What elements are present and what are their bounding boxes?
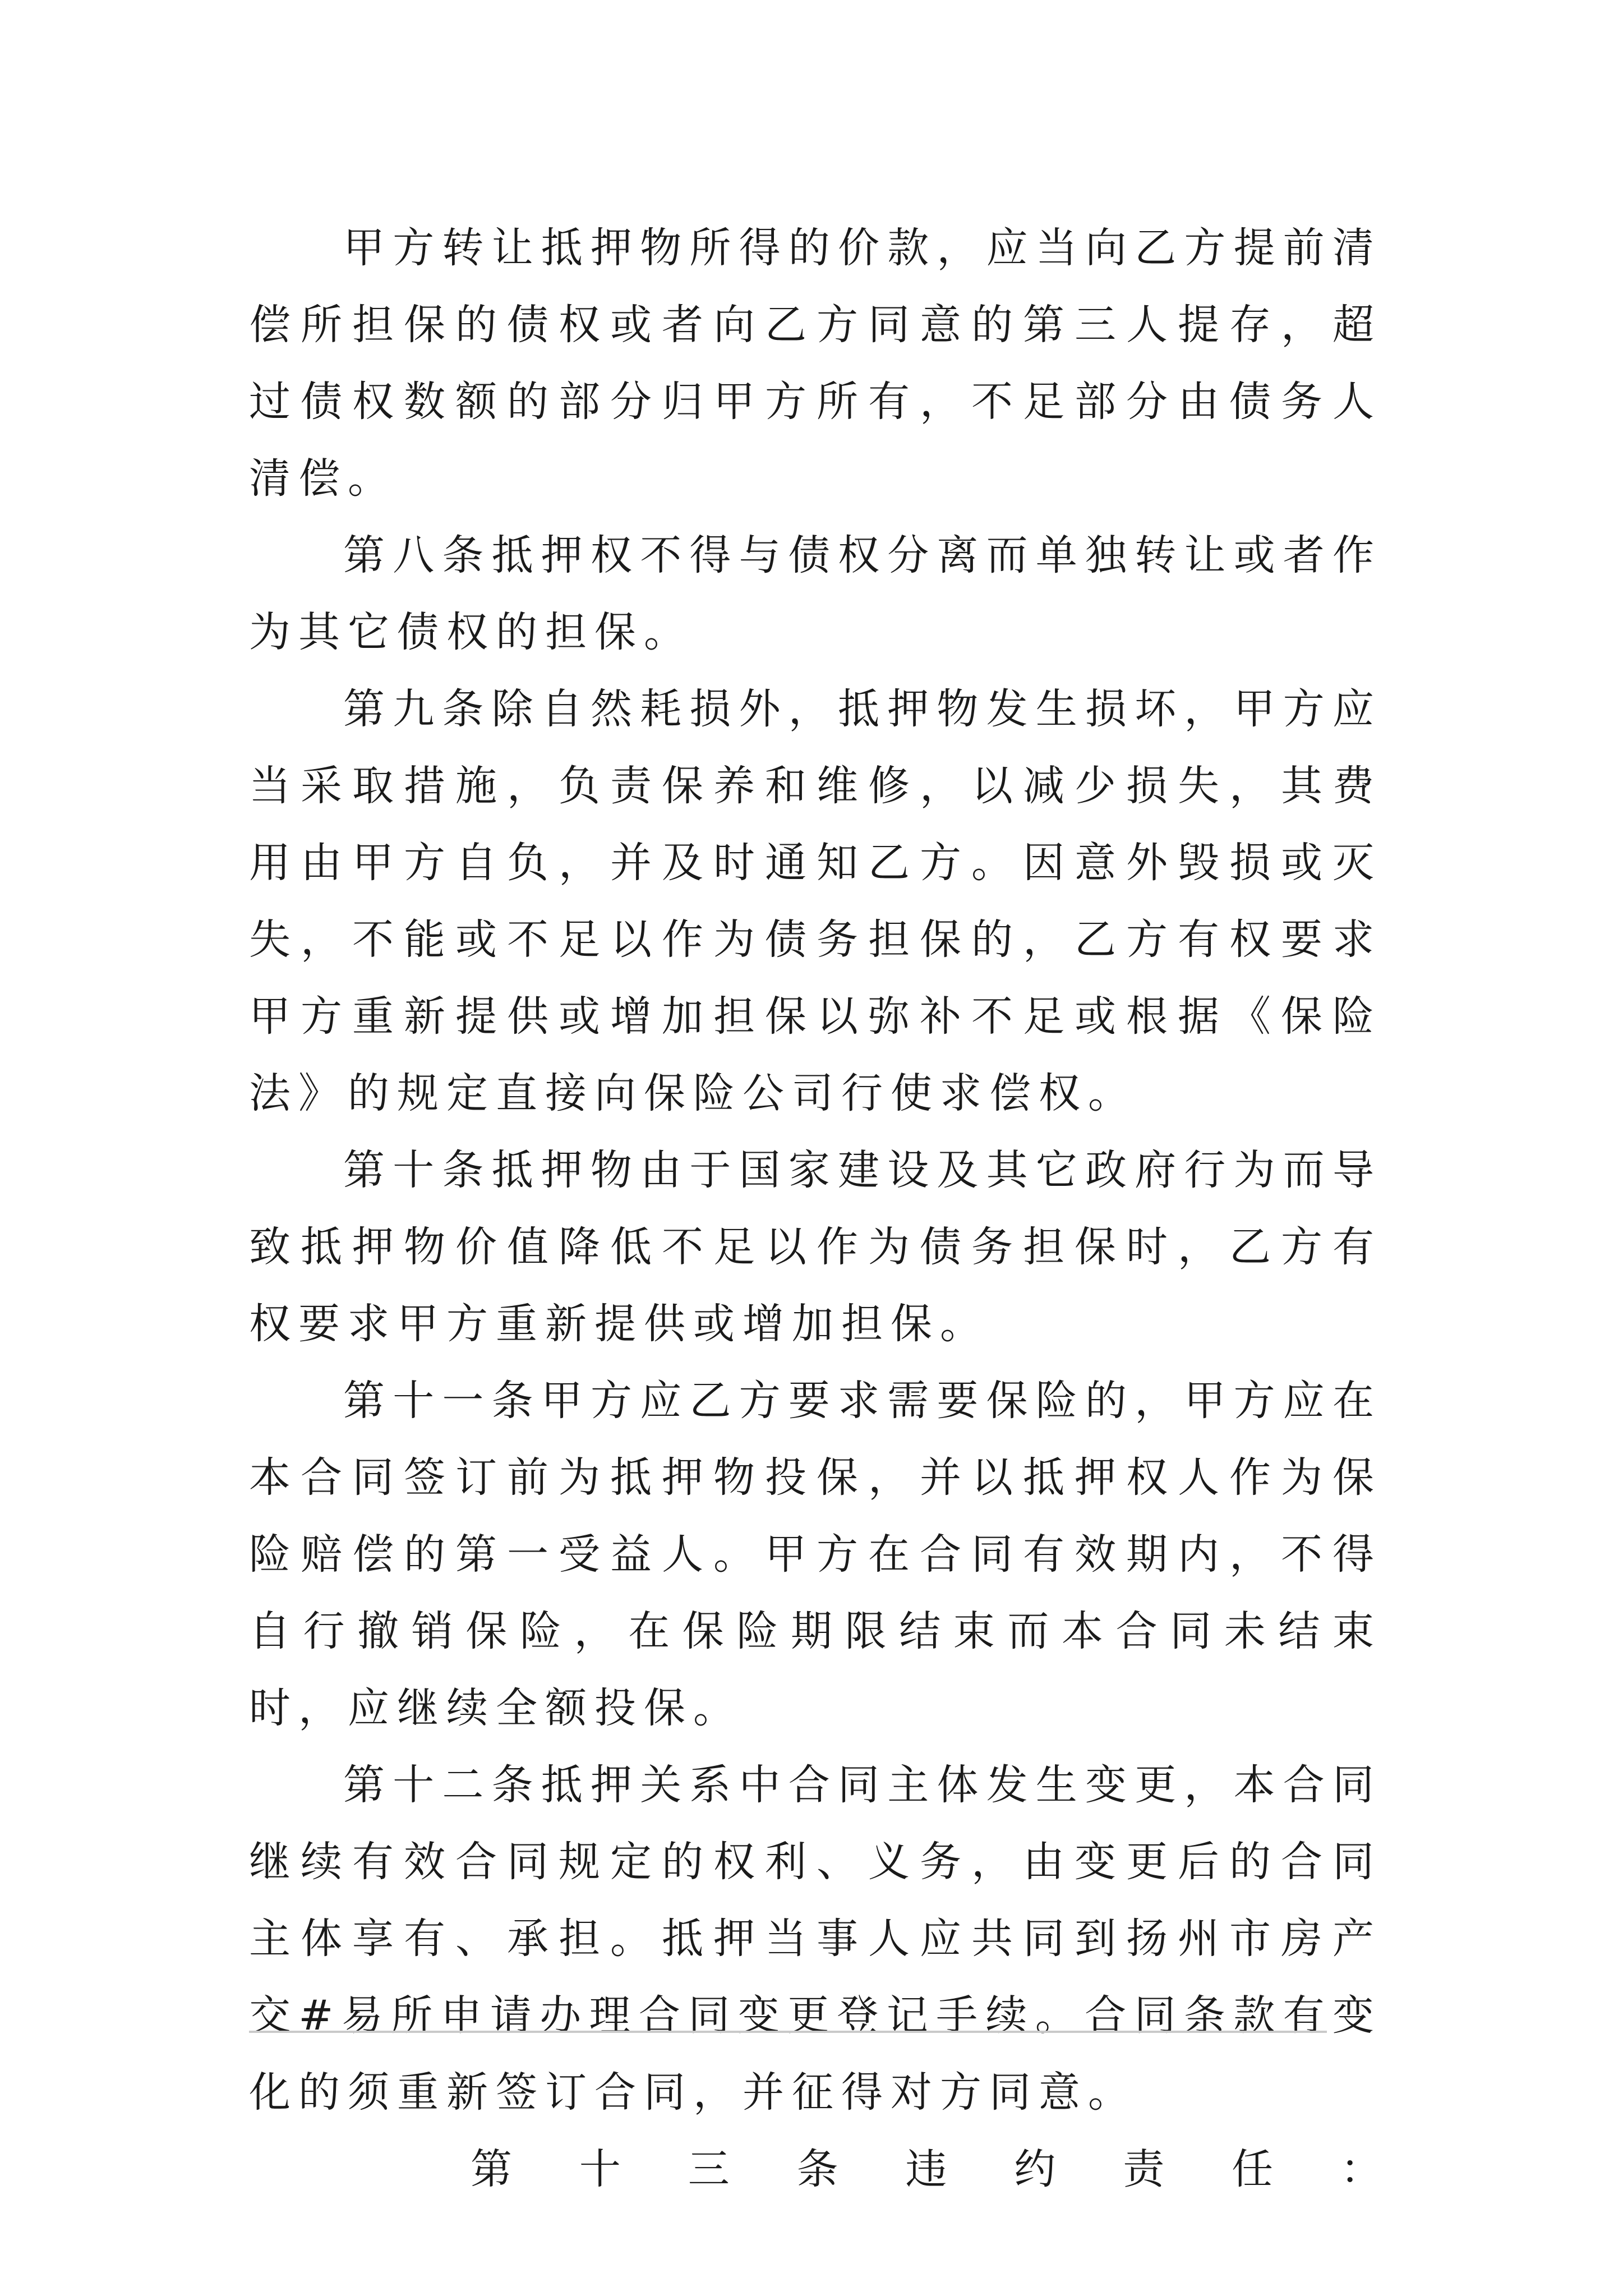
heading-char: 十 [579,2145,621,2193]
heading-char: 责 [1123,2145,1165,2193]
heading-char: ： [1340,2145,1382,2193]
heading-char: 三 [688,2145,730,2193]
heading-char: 违 [905,2145,947,2193]
paragraph-article-8: 第八条抵押权不得与债权分离而单独转让或者作为其它债权的担保。 [249,531,1382,656]
document-body [249,210,1382,2208]
article-13-heading [249,2131,1382,2208]
heading-char: 任 [1232,2145,1274,2193]
paragraph-article-9: 第九条除自然耗损外，抵押物发生损坏，甲方应当采取措施，负责保养和维修，以减少损失，其费用由甲方自负，并及时通知乙方。因意外毁损或灭失，不能或不足以作为债务担保的，乙方有权要求甲方重新提供或增加担保以弥补不足或根据《保险法》的规定直接向保险公司行使求偿权。 [249,685,1382,1117]
footer-divider [249,2031,1327,2033]
heading-char: 约 [1014,2145,1056,2193]
paragraph-article-10: 第十条抵押物由于国家建设及其它政府行为而导致抵押物价值降低不足以作为债务担保时，乙方有权要求甲方重新提供或增加担保。 [249,1146,1382,1348]
paragraph-transfer-proceeds: 甲方转让抵押物所得的价款，应当向乙方提前清偿所担保的债权或者向乙方同意的第三人提存，超过债权数额的部分归甲方所有，不足部分由债务人清偿。 [249,224,1382,503]
paragraph-article-12: 第十二条抵押关系中合同主体发生变更，本合同继续有效合同规定的权利、义务，由变更后的合同主体享有、承担。抵押当事人应共同到扬州市房产交#易所申请办理合同变更登记手续。合同条款有变化的须重新签订合同，并征得对方同意。 [249,1761,1382,2116]
paragraph-article-11: 第十一条甲方应乙方要求需要保险的，甲方应在本合同签订前为抵押物投保，并以抵押权人作为保险赔偿的第一受益人。甲方在合同有效期内，不得自行撤销保险，在保险期限结束而本合同未结束时，应继续全额投保。 [249,1377,1382,1732]
heading-char: 第 [471,2145,512,2193]
heading-char: 条 [796,2145,838,2193]
